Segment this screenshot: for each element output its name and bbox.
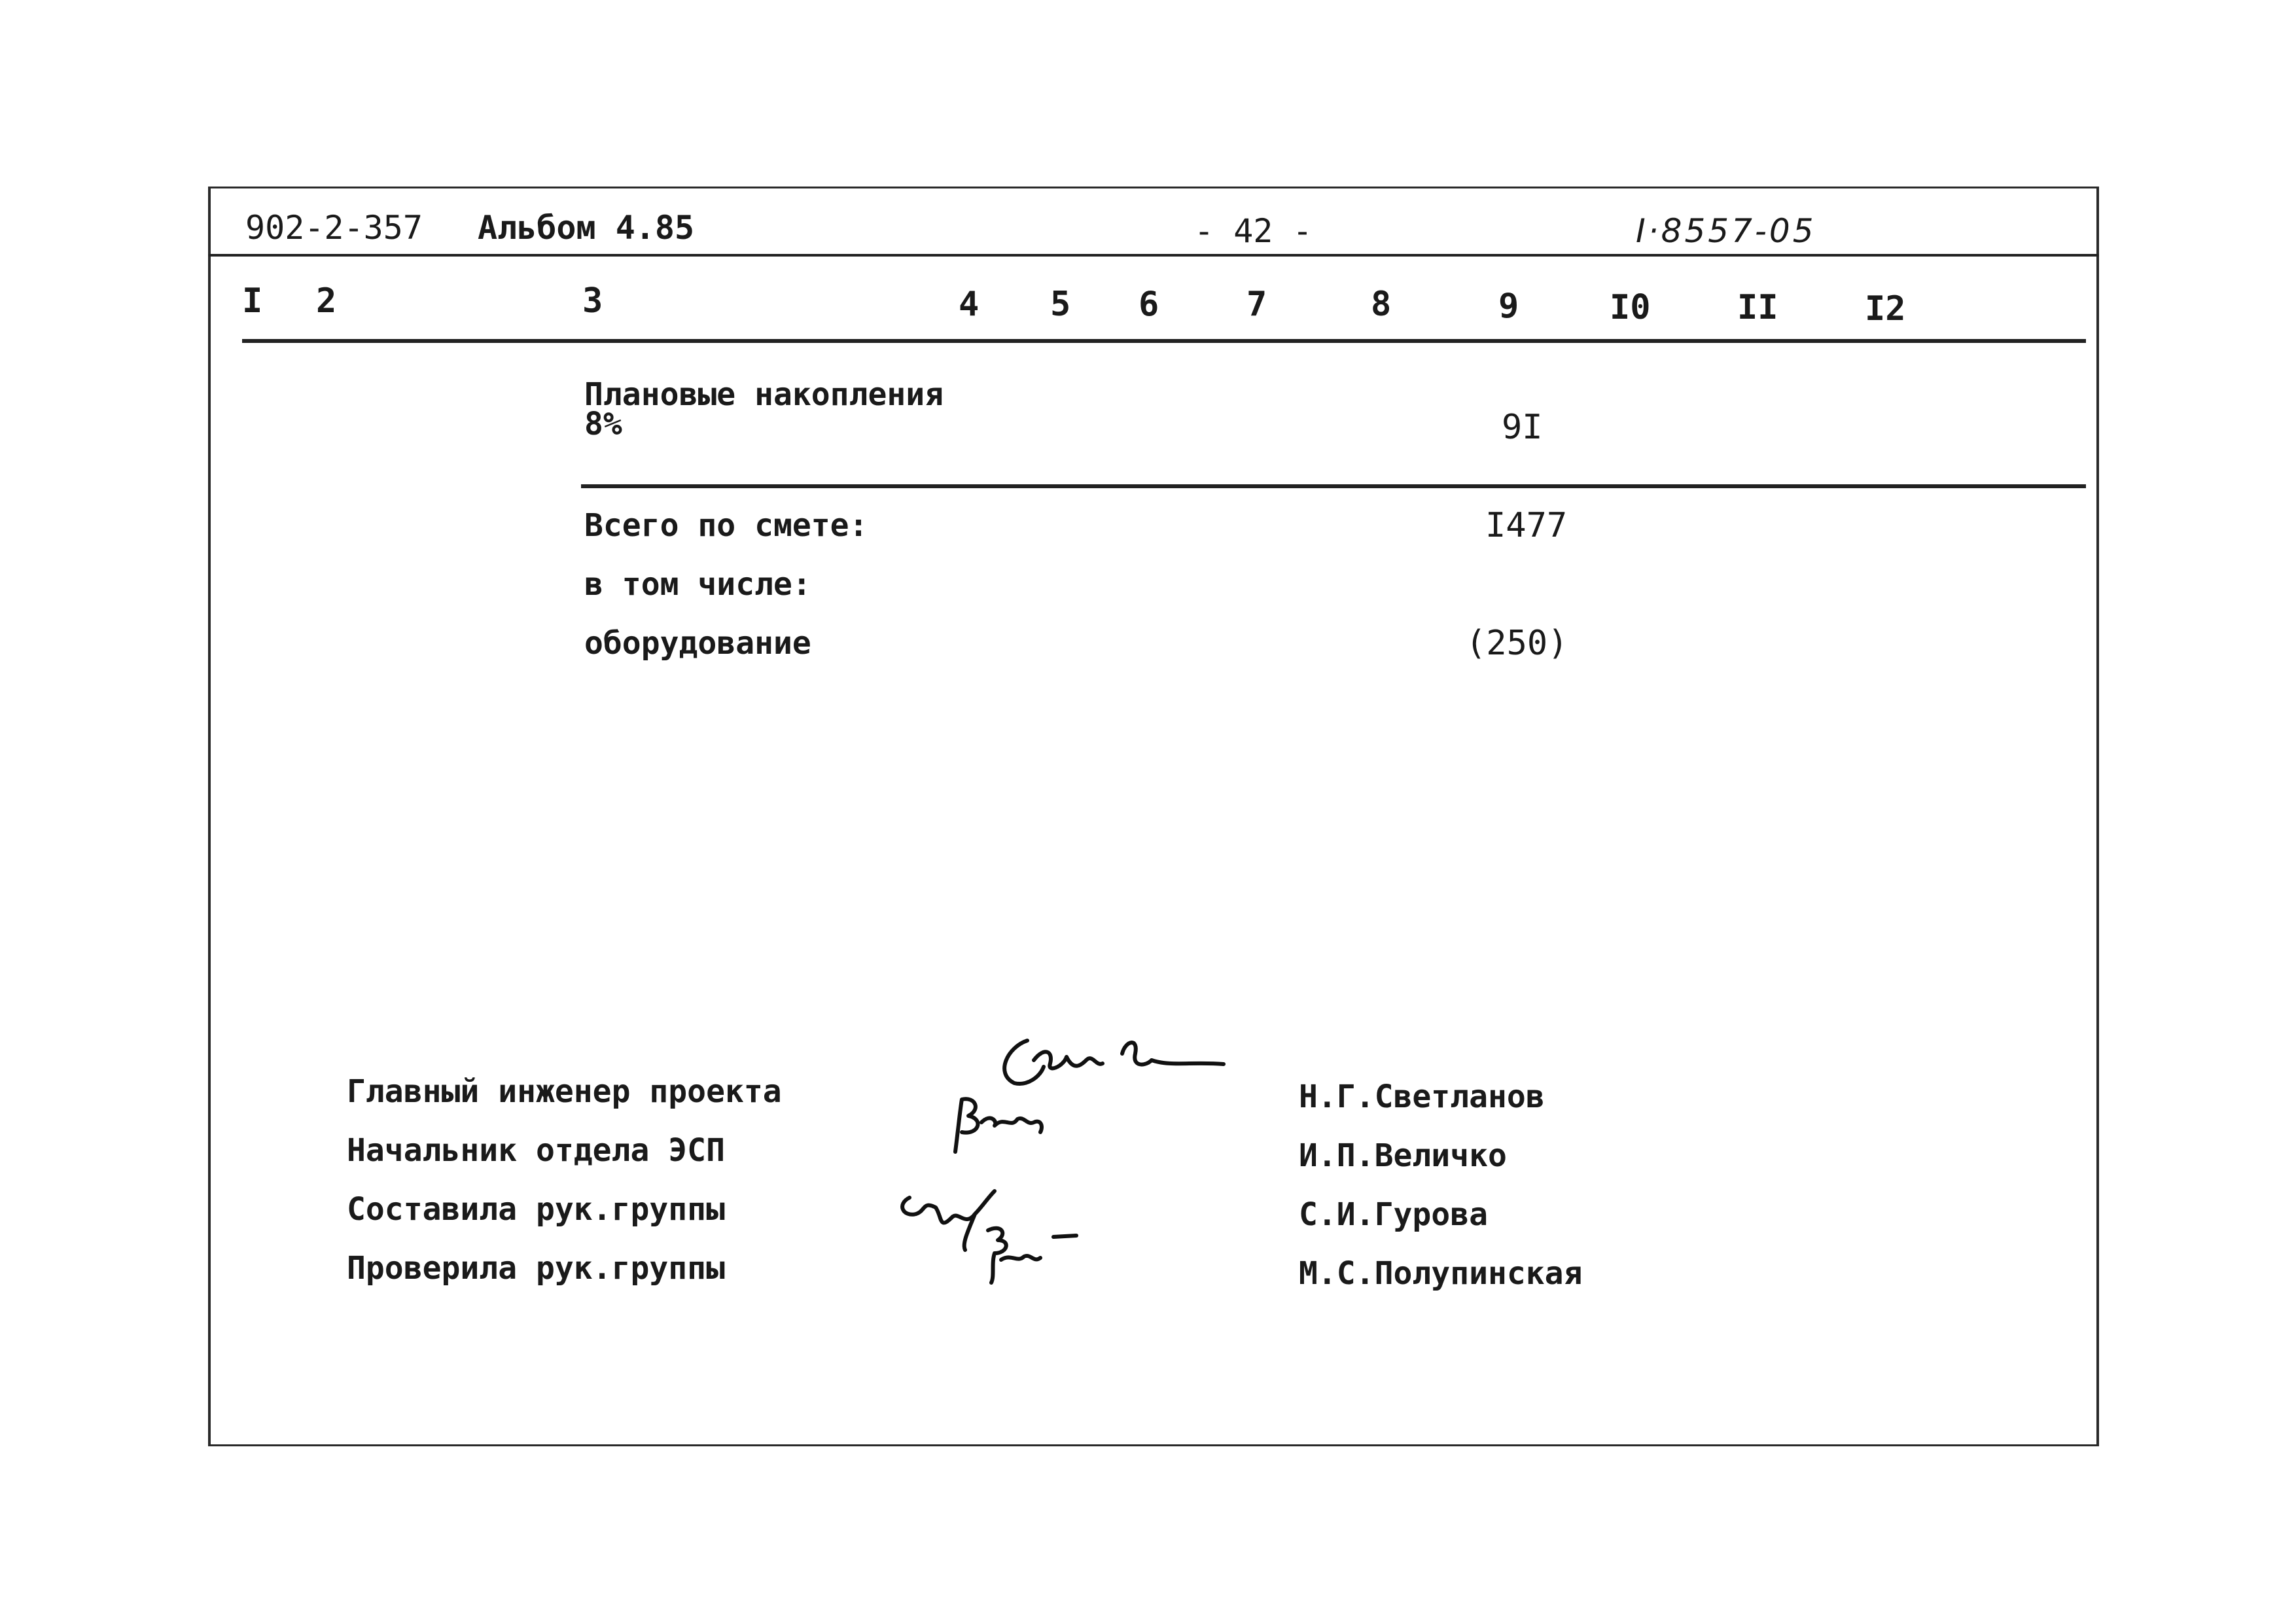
column-number: 9 <box>1498 287 1519 326</box>
equipment-value: (250) <box>1466 624 1568 663</box>
signature-role: Начальник отдела ЭСП <box>347 1132 725 1169</box>
column-number: 8 <box>1371 285 1392 324</box>
planned-savings-label: Плановые накопления <box>584 376 944 413</box>
album-label: Альбом 4.85 <box>478 209 695 247</box>
total-value: I477 <box>1485 506 1568 545</box>
column-number: II <box>1737 288 1778 327</box>
total-label: Всего по смете: <box>584 507 868 544</box>
column-number: I2 <box>1865 289 1906 329</box>
signature-department-head <box>942 1086 1073 1158</box>
column-number: 2 <box>316 281 337 321</box>
column-header-divider <box>242 339 2086 343</box>
including-label: в том числе: <box>584 566 811 603</box>
header-divider <box>208 254 2099 257</box>
signature-role: Составила рук.группы <box>347 1191 725 1228</box>
project-code: 902-2-357 <box>245 209 423 247</box>
signature-checked-by <box>962 1217 1093 1296</box>
column-number: I <box>242 281 263 321</box>
column-number: 6 <box>1139 285 1159 324</box>
subtotal-divider <box>581 484 2086 488</box>
signatory-name: И.П.Величко <box>1299 1137 1507 1174</box>
signature-role: Главный инженер проекта <box>347 1073 782 1110</box>
column-number: I0 <box>1610 288 1651 327</box>
column-number: 3 <box>582 281 603 321</box>
document-number: I·8557-05 <box>1636 212 1816 250</box>
planned-savings-percent: 8% <box>584 406 622 442</box>
column-number: 7 <box>1246 285 1267 324</box>
page-number: - 42 - <box>1194 212 1313 250</box>
signatory-name: Н.Г.Светланов <box>1299 1079 1545 1115</box>
planned-savings-value: 9I <box>1502 408 1543 447</box>
column-number: 4 <box>959 285 980 324</box>
signatory-name: М.С.Полупинская <box>1299 1255 1583 1292</box>
signature-role: Проверила рук.группы <box>347 1250 725 1287</box>
signatory-name: С.И.Гурова <box>1299 1196 1488 1233</box>
column-number: 5 <box>1050 285 1071 324</box>
equipment-label: оборудование <box>584 625 811 662</box>
